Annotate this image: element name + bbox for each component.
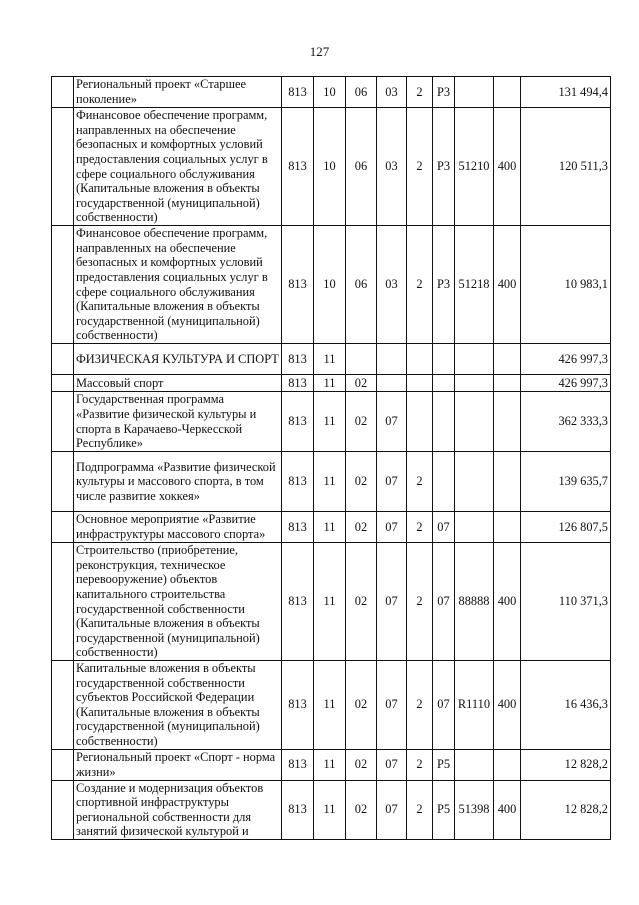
row-marker-cell bbox=[52, 543, 74, 661]
row-marker-cell bbox=[52, 512, 74, 543]
code-cell: 07 bbox=[433, 512, 455, 543]
code-cell bbox=[494, 344, 521, 375]
code-cell bbox=[494, 512, 521, 543]
code-cell: 11 bbox=[314, 512, 346, 543]
code-cell bbox=[455, 392, 494, 452]
code-cell: 813 bbox=[282, 780, 314, 839]
row-marker-cell bbox=[52, 452, 74, 512]
code-cell: 11 bbox=[314, 392, 346, 452]
code-cell: P3 bbox=[433, 77, 455, 108]
code-cell: 07 bbox=[377, 780, 407, 839]
row-amount: 426 997,3 bbox=[521, 344, 611, 375]
row-name: Создание и модернизация объектов спортивной инфраструктуры региональной собственности для занятий физической культурой и bbox=[74, 780, 282, 839]
code-cell: 11 bbox=[314, 375, 346, 392]
row-amount: 120 511,3 bbox=[521, 108, 611, 226]
row-marker-cell bbox=[52, 77, 74, 108]
code-cell: 2 bbox=[407, 661, 433, 750]
code-cell: 06 bbox=[346, 108, 377, 226]
code-cell: 10 bbox=[314, 226, 346, 344]
table-row bbox=[52, 226, 611, 344]
code-cell: P3 bbox=[433, 108, 455, 226]
code-cell: 02 bbox=[346, 392, 377, 452]
code-cell: 813 bbox=[282, 392, 314, 452]
code-cell: 400 bbox=[494, 543, 521, 661]
code-cell: 88888 bbox=[455, 543, 494, 661]
code-cell: 813 bbox=[282, 512, 314, 543]
code-cell: 07 bbox=[377, 749, 407, 780]
code-cell bbox=[407, 344, 433, 375]
row-amount: 12 828,2 bbox=[521, 780, 611, 839]
row-amount: 12 828,2 bbox=[521, 749, 611, 780]
code-cell: 03 bbox=[377, 77, 407, 108]
code-cell: 2 bbox=[407, 749, 433, 780]
code-cell bbox=[455, 749, 494, 780]
row-name: Основное мероприятие «Развитие инфраструктуры массового спорта» bbox=[74, 512, 282, 543]
code-cell bbox=[455, 375, 494, 392]
table-row bbox=[52, 749, 611, 780]
table-row bbox=[52, 108, 611, 226]
code-cell: 11 bbox=[314, 780, 346, 839]
code-cell: 813 bbox=[282, 661, 314, 750]
row-marker-cell bbox=[52, 375, 74, 392]
row-name: Финансовое обеспечение программ, направленных на обеспечение безопасных и комфортных условий предоставления социальных услуг в сфере социального обслуживания (Капитальные вложения в объекты государственной (муниципальной) собственности) bbox=[74, 108, 282, 226]
code-cell bbox=[377, 375, 407, 392]
budget-table bbox=[51, 76, 611, 840]
code-cell: 07 bbox=[377, 392, 407, 452]
row-amount: 110 371,3 bbox=[521, 543, 611, 661]
code-cell: 02 bbox=[346, 512, 377, 543]
code-cell: 10 bbox=[314, 77, 346, 108]
table-row bbox=[52, 661, 611, 750]
row-name: Финансовое обеспечение программ, направленных на обеспечение безопасных и комфортных условий предоставления социальных услуг в сфере социального обслуживания (Капитальные вложения в объекты государственной (муниципальной) собственности) bbox=[74, 226, 282, 344]
table-row bbox=[52, 77, 611, 108]
code-cell: 02 bbox=[346, 452, 377, 512]
code-cell: 813 bbox=[282, 226, 314, 344]
code-cell: 11 bbox=[314, 344, 346, 375]
row-amount: 126 807,5 bbox=[521, 512, 611, 543]
code-cell bbox=[407, 392, 433, 452]
row-name: ФИЗИЧЕСКАЯ КУЛЬТУРА И СПОРТ bbox=[74, 344, 282, 375]
code-cell: 813 bbox=[282, 77, 314, 108]
code-cell: 813 bbox=[282, 108, 314, 226]
code-cell: 813 bbox=[282, 543, 314, 661]
code-cell: 11 bbox=[314, 749, 346, 780]
code-cell: 07 bbox=[377, 543, 407, 661]
code-cell: 2 bbox=[407, 543, 433, 661]
row-amount: 131 494,4 bbox=[521, 77, 611, 108]
row-amount: 426 997,3 bbox=[521, 375, 611, 392]
table-row bbox=[52, 512, 611, 543]
row-amount: 362 333,3 bbox=[521, 392, 611, 452]
code-cell bbox=[433, 452, 455, 512]
code-cell: 11 bbox=[314, 661, 346, 750]
code-cell: 400 bbox=[494, 780, 521, 839]
code-cell: 07 bbox=[433, 543, 455, 661]
table-row bbox=[52, 780, 611, 839]
row-name: Строительство (приобретение, реконструкция, техническое перевооружение) объектов капитального строительства государственной собственности (Капитальные вложения в объекты государственной (муниципальной) собственности) bbox=[74, 543, 282, 661]
code-cell bbox=[494, 749, 521, 780]
row-amount: 10 983,1 bbox=[521, 226, 611, 344]
code-cell bbox=[433, 375, 455, 392]
code-cell: 813 bbox=[282, 375, 314, 392]
code-cell: 11 bbox=[314, 452, 346, 512]
code-cell: 11 bbox=[314, 543, 346, 661]
code-cell: 07 bbox=[433, 661, 455, 750]
code-cell bbox=[455, 344, 494, 375]
code-cell: 400 bbox=[494, 108, 521, 226]
code-cell: 2 bbox=[407, 512, 433, 543]
table-row bbox=[52, 543, 611, 661]
row-name: Региональный проект «Старшее поколение» bbox=[74, 77, 282, 108]
code-cell: 07 bbox=[377, 512, 407, 543]
code-cell: 06 bbox=[346, 226, 377, 344]
code-cell: R1110 bbox=[455, 661, 494, 750]
code-cell: 03 bbox=[377, 226, 407, 344]
code-cell bbox=[346, 344, 377, 375]
code-cell: 813 bbox=[282, 749, 314, 780]
code-cell: 03 bbox=[377, 108, 407, 226]
code-cell: 2 bbox=[407, 452, 433, 512]
code-cell: 2 bbox=[407, 226, 433, 344]
code-cell: 02 bbox=[346, 749, 377, 780]
code-cell: 400 bbox=[494, 661, 521, 750]
table-row bbox=[52, 392, 611, 452]
code-cell: 06 bbox=[346, 77, 377, 108]
code-cell: 02 bbox=[346, 780, 377, 839]
page-number: 127 bbox=[309, 44, 330, 59]
code-cell bbox=[455, 452, 494, 512]
code-cell: 02 bbox=[346, 543, 377, 661]
row-name: Государственная программа «Развитие физической культуры и спорта в Карачаево-Черкесской Республике» bbox=[74, 392, 282, 452]
code-cell bbox=[433, 344, 455, 375]
row-marker-cell bbox=[52, 226, 74, 344]
row-marker-cell bbox=[52, 749, 74, 780]
code-cell: 813 bbox=[282, 452, 314, 512]
code-cell bbox=[494, 392, 521, 452]
table-row bbox=[52, 375, 611, 392]
code-cell bbox=[494, 375, 521, 392]
code-cell: 2 bbox=[407, 108, 433, 226]
row-name: Региональный проект «Спорт - норма жизни» bbox=[74, 749, 282, 780]
code-cell bbox=[494, 77, 521, 108]
code-cell bbox=[455, 512, 494, 543]
code-cell: 51218 bbox=[455, 226, 494, 344]
code-cell bbox=[433, 392, 455, 452]
code-cell: 02 bbox=[346, 661, 377, 750]
row-amount: 16 436,3 bbox=[521, 661, 611, 750]
row-name: Капитальные вложения в объекты государственной собственности субъектов Российской Федерации (Капитальные вложения в объекты государственной (муниципальной) собственности) bbox=[74, 661, 282, 750]
code-cell: 400 bbox=[494, 226, 521, 344]
code-cell: 07 bbox=[377, 452, 407, 512]
code-cell: 813 bbox=[282, 344, 314, 375]
row-amount: 139 635,7 bbox=[521, 452, 611, 512]
code-cell: 2 bbox=[407, 77, 433, 108]
code-cell bbox=[494, 452, 521, 512]
code-cell: 07 bbox=[377, 661, 407, 750]
row-marker-cell bbox=[52, 108, 74, 226]
row-name: Массовый спорт bbox=[74, 375, 282, 392]
code-cell: P5 bbox=[433, 749, 455, 780]
code-cell: 02 bbox=[346, 375, 377, 392]
table-row bbox=[52, 344, 611, 375]
row-marker-cell bbox=[52, 661, 74, 750]
code-cell: 2 bbox=[407, 780, 433, 839]
row-marker-cell bbox=[52, 392, 74, 452]
code-cell: 51210 bbox=[455, 108, 494, 226]
code-cell bbox=[407, 375, 433, 392]
code-cell bbox=[377, 344, 407, 375]
code-cell: P3 bbox=[433, 226, 455, 344]
row-name: Подпрограмма «Развитие физической культуры и массового спорта, в том числе развитие хоккея» bbox=[74, 452, 282, 512]
code-cell bbox=[455, 77, 494, 108]
row-marker-cell bbox=[52, 780, 74, 839]
code-cell: 10 bbox=[314, 108, 346, 226]
code-cell: P5 bbox=[433, 780, 455, 839]
row-marker-cell bbox=[52, 344, 74, 375]
table-row bbox=[52, 452, 611, 512]
code-cell: 51398 bbox=[455, 780, 494, 839]
